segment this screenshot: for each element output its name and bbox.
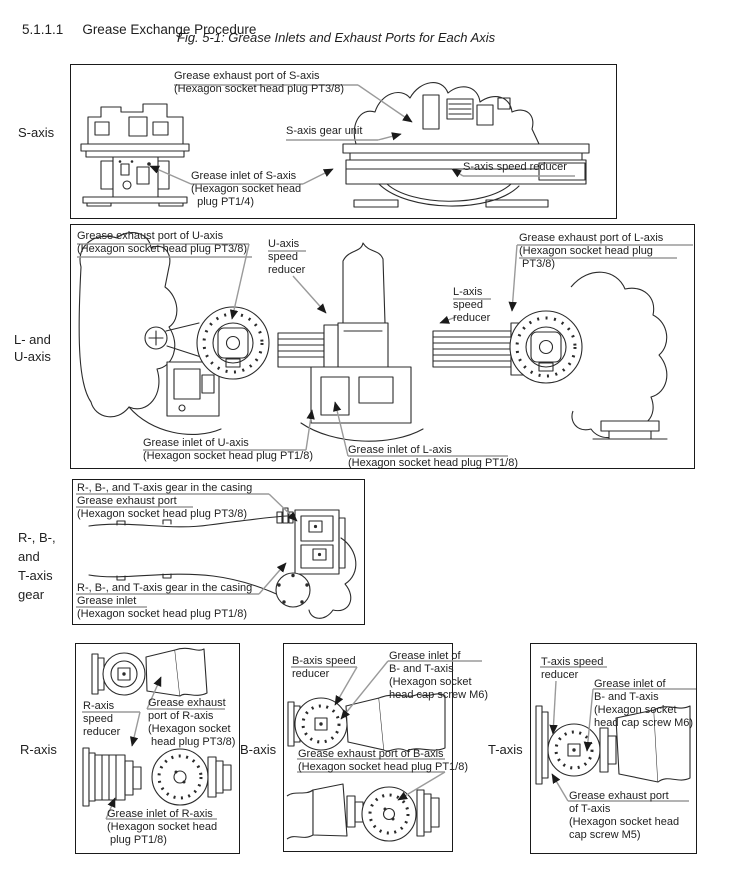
label-line: Grease inlet of	[389, 650, 461, 662]
panel-lu-axis	[70, 224, 695, 469]
label-line: speed	[268, 251, 298, 263]
label-s-exhaust-port	[174, 70, 344, 96]
b-axis-top-unit	[288, 694, 445, 751]
label-line: (Hexagon socket head plug PT3/8)	[174, 83, 344, 95]
label-line: S-axis	[18, 125, 55, 140]
panel-b-axis	[283, 643, 489, 852]
label-r-speed-reducer	[83, 700, 120, 739]
label-line: Grease inlet of	[594, 678, 666, 690]
panel-s-axis	[70, 64, 617, 219]
gear-unit	[276, 508, 356, 618]
label-line: Grease exhaust port of B-axis	[298, 748, 444, 760]
label-t-exhaust-port	[569, 790, 679, 842]
s-axis-front-view	[81, 104, 189, 206]
side-label-t-axis	[488, 741, 523, 758]
label-line: Grease exhaust port of U-axis	[77, 230, 224, 242]
panel-r-axis	[75, 643, 240, 854]
label-line: B- and T-axis	[594, 691, 659, 703]
section-number: 5.1.1.1	[22, 22, 64, 37]
label-line: (Hexagon socket head plug	[519, 245, 653, 257]
side-label-rbt-gear	[18, 528, 56, 604]
r-axis-top-unit	[92, 648, 207, 696]
label-line: B-axis speed	[292, 655, 356, 667]
label-line: (Hexagon socket head plug PT1/8)	[143, 450, 313, 462]
label-line: and	[18, 549, 40, 564]
label-l-speed-reducer	[453, 286, 490, 325]
label-line: Grease exhaust port of S-axis	[174, 70, 320, 82]
label-line: (Hexagon socket head plug PT3/8)	[77, 508, 247, 520]
label-line: (Hexagon socket head plug PT1/8)	[348, 457, 518, 469]
label-u-inlet	[143, 437, 313, 463]
b-axis-bottom-unit	[287, 784, 439, 841]
section-title: Grease Exchange Procedure	[82, 22, 257, 37]
side-label-s-axis	[18, 124, 54, 141]
label-r-exhaust-port	[148, 697, 235, 749]
label-line: Grease inlet of U-axis	[143, 437, 249, 449]
label-line: port of R-axis	[148, 710, 214, 722]
label-line: U-axis	[14, 349, 51, 364]
side-label-lu-axis	[14, 331, 51, 365]
label-line: (Hexagon socket head	[569, 816, 680, 828]
label-l-inlet	[348, 444, 518, 470]
label-line: (Hexagon socket head	[191, 183, 302, 195]
label-line: Grease inlet of S-axis	[191, 170, 297, 182]
panel-t-axis	[530, 643, 697, 854]
label-line: L-axis	[453, 286, 483, 298]
label-bt-inlet-t	[594, 678, 693, 730]
label-line: B- and T-axis	[389, 663, 454, 675]
label-s-gear-unit	[286, 125, 362, 138]
label-line: R-, B-,	[18, 530, 56, 545]
label-line: reducer	[541, 669, 579, 681]
label-s-inlet	[191, 170, 301, 209]
label-rbt-exhaust-port	[77, 482, 252, 521]
label-line: head cap screw M6)	[389, 689, 489, 701]
panel-rbt-gear	[72, 479, 365, 625]
label-line: plug PT1/4)	[191, 196, 254, 208]
label-s-speed-reducer	[463, 161, 567, 174]
label-line: S-axis gear unit	[286, 125, 363, 137]
label-line: R-axis	[20, 742, 57, 757]
label-line: cap screw M5)	[569, 829, 641, 841]
label-line: (Hexagon socket head plug PT3/8)	[77, 243, 247, 255]
r-axis-bottom-unit	[83, 748, 231, 806]
label-line: PT3/8)	[519, 258, 556, 270]
label-line: Grease exhaust port	[77, 495, 177, 507]
label-u-speed-reducer	[268, 238, 305, 277]
label-bt-inlet	[389, 650, 488, 702]
label-line: T-axis	[488, 742, 523, 757]
label-line: R-, B-, and T-axis gear in the casing	[77, 482, 253, 494]
label-rbt-inlet	[77, 582, 252, 621]
s-axis-side-view	[343, 83, 589, 207]
label-line: plug PT1/8)	[107, 834, 167, 846]
label-line: reducer	[83, 726, 121, 738]
label-line: B-axis	[240, 742, 277, 757]
label-line: of T-axis	[569, 803, 611, 815]
label-l-exhaust-port	[519, 232, 663, 271]
label-line: Grease exhaust	[148, 697, 226, 709]
label-line: Grease inlet	[77, 595, 137, 607]
label-line: (Hexagon socket head plug PT1/8)	[77, 608, 247, 620]
label-line: (Hexagon socket head plug PT1/8)	[298, 761, 468, 773]
label-line: R-, B-, and T-axis gear in the casing	[77, 582, 253, 594]
label-line: head plug PT3/8)	[148, 736, 236, 748]
label-line: Grease inlet of R-axis	[107, 808, 213, 820]
side-label-b-axis	[240, 741, 276, 758]
label-b-exhaust-port	[298, 748, 468, 774]
label-line: head cap screw M6)	[594, 717, 694, 729]
label-line: T-axis	[18, 568, 53, 583]
label-r-inlet	[107, 808, 217, 847]
label-line: reducer	[268, 264, 306, 276]
label-line: R-axis	[83, 700, 115, 712]
label-line: Grease exhaust port of L-axis	[519, 232, 664, 244]
label-line: reducer	[292, 668, 330, 680]
label-line: (Hexagon socket head	[107, 821, 218, 833]
label-line: Grease inlet of L-axis	[348, 444, 452, 456]
label-u-exhaust-port	[77, 230, 247, 256]
label-line: Grease exhaust port	[569, 790, 669, 802]
label-line: (Hexagon socket	[148, 723, 231, 735]
label-line: S-axis speed reducer	[463, 161, 567, 173]
label-line: gear	[18, 587, 45, 602]
label-line: speed	[83, 713, 113, 725]
label-line: reducer	[453, 312, 491, 324]
label-b-speed-reducer	[292, 655, 356, 681]
label-line: (Hexagon socket	[389, 676, 472, 688]
side-label-r-axis	[20, 741, 57, 758]
label-line: U-axis	[268, 238, 300, 250]
label-line: (Hexagon socket	[594, 704, 677, 716]
label-line: L- and	[14, 332, 51, 347]
figure-caption: Fig. 5-1: Grease Inlets and Exhaust Ports for Each Axis	[177, 30, 496, 45]
u-axis-assembly	[79, 233, 269, 435]
label-line: speed	[453, 299, 483, 311]
label-line: T-axis speed	[541, 656, 604, 668]
